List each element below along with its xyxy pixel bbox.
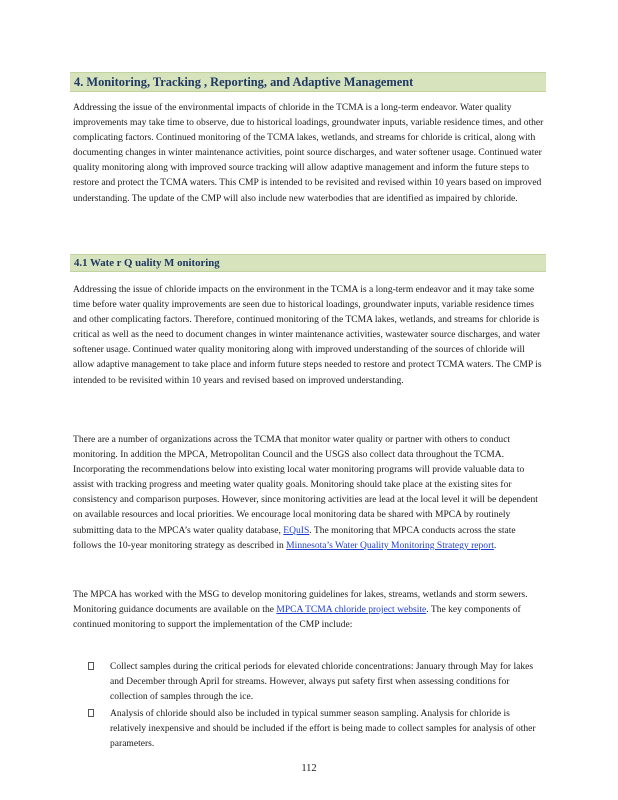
bullet-box-icon	[88, 709, 94, 717]
list-item-text: Collect samples during the critical periods for elevated chloride concentrations: January through May for lakes and December through April for streams. However, always put safety first when assessing conditions for collection of samples through the ice.	[110, 661, 534, 703]
section-4-heading: 4. Monitoring, Tracking , Reporting, and Adaptive Management	[70, 72, 546, 92]
paragraph-3-text-2: . The key components of continued monitoring to support the implementation of the CMP include:	[73, 604, 521, 631]
list-item	[88, 659, 548, 704]
paragraph-2-text-3: .	[493, 539, 497, 551]
section-4-1-paragraph-2	[73, 432, 545, 553]
paragraph-3-text-1: The MPCA has worked with the MSG to develop monitoring guidelines for lakes, streams, wetlands and storm sewers. Monitoring guidance documents are available on the	[73, 589, 528, 616]
monitoring-strategy-link[interactable]: Minnesota’s Water Quality Monitoring Strategy report	[286, 539, 494, 551]
section-4-1-paragraph-3	[73, 587, 545, 632]
paragraph-2-text-1: There are a number of organizations across the TCMA that monitor water quality or partner with others to conduct monitoring. In addition the MPCA, Metropolitan Council and the USGS also collect data throughout the TCMA. Incorporating the recommendations below into existing local water monitoring programs will provide valuable data to assist with tracking progress and meeting water quality goals. Monitoring should take place at the existing sites for consistency and comparison purposes. However, since monitoring activities are lead at the local level it will be dependent on available resources and local priorities. We encourage local monitoring data be shared with MPCA by routinely submitting data to the MPCA’s water quality database,	[73, 434, 538, 536]
equis-link[interactable]: EQuIS	[283, 524, 310, 536]
monitoring-components-list	[88, 659, 548, 754]
bullet-box-icon	[88, 662, 94, 670]
list-item	[88, 706, 548, 751]
chloride-project-website-link[interactable]: MPCA TCMA chloride project website	[276, 604, 427, 616]
list-item-text: Analysis of chloride should also be included in typical summer season sampling. Analysis for chloride is relatively inexpensive and should be included if the effort is being made to collect samples for analysis of other parameters.	[110, 708, 536, 750]
paragraph-2-text-2: . The monitoring that MPCA conducts across the state follows the 10-year monitoring strategy as described in	[73, 524, 516, 551]
section-4-1-heading: 4.1 Wate r Q uality M onitoring	[70, 254, 546, 272]
section-4-1-paragraph-1: Addressing the issue of chloride impacts on the environment in the TCMA is a long-term endeavor and it may take some time before water quality improvements are seen due to historical loadings, groundwater inputs, variable residence times and other complicating factors. Therefore, continued monitoring of the TCMA lakes, wetlands, and streams for chloride is critical as well as the need to document changes in winter maintenance activities, wastewater source discharges, and water softener usage. Continued water quality monitoring along with improved understanding of the sources of chloride will allow adaptive management to take place and inform future steps needed to restore and protect TCMA waters. The CMP is intended to be revisited within 10 years and revised based on improved understanding.	[73, 284, 542, 386]
page-number: 112	[301, 763, 317, 774]
section-4-paragraph: Addressing the issue of the environmental impacts of chloride in the TCMA is a long-term endeavor. Water quality improvements may take time to observe, due to historical loadings, groundwater inputs, variable residence times, and other complicating factors. Continued monitoring of the TCMA lakes, wetlands, and streams for chloride is critical, along with documenting changes in winter maintenance activities, point source discharges, and water softener usage. Continued water quality monitoring along with improved source tracking will allow adaptive management and inform the future steps to restore and protect the TCMA waters. This CMP is intended to be revisited and revised within 10 years based on improved understanding. The update of the CMP will also include new waterbodies that are identified as impaired by chloride.	[73, 102, 544, 204]
